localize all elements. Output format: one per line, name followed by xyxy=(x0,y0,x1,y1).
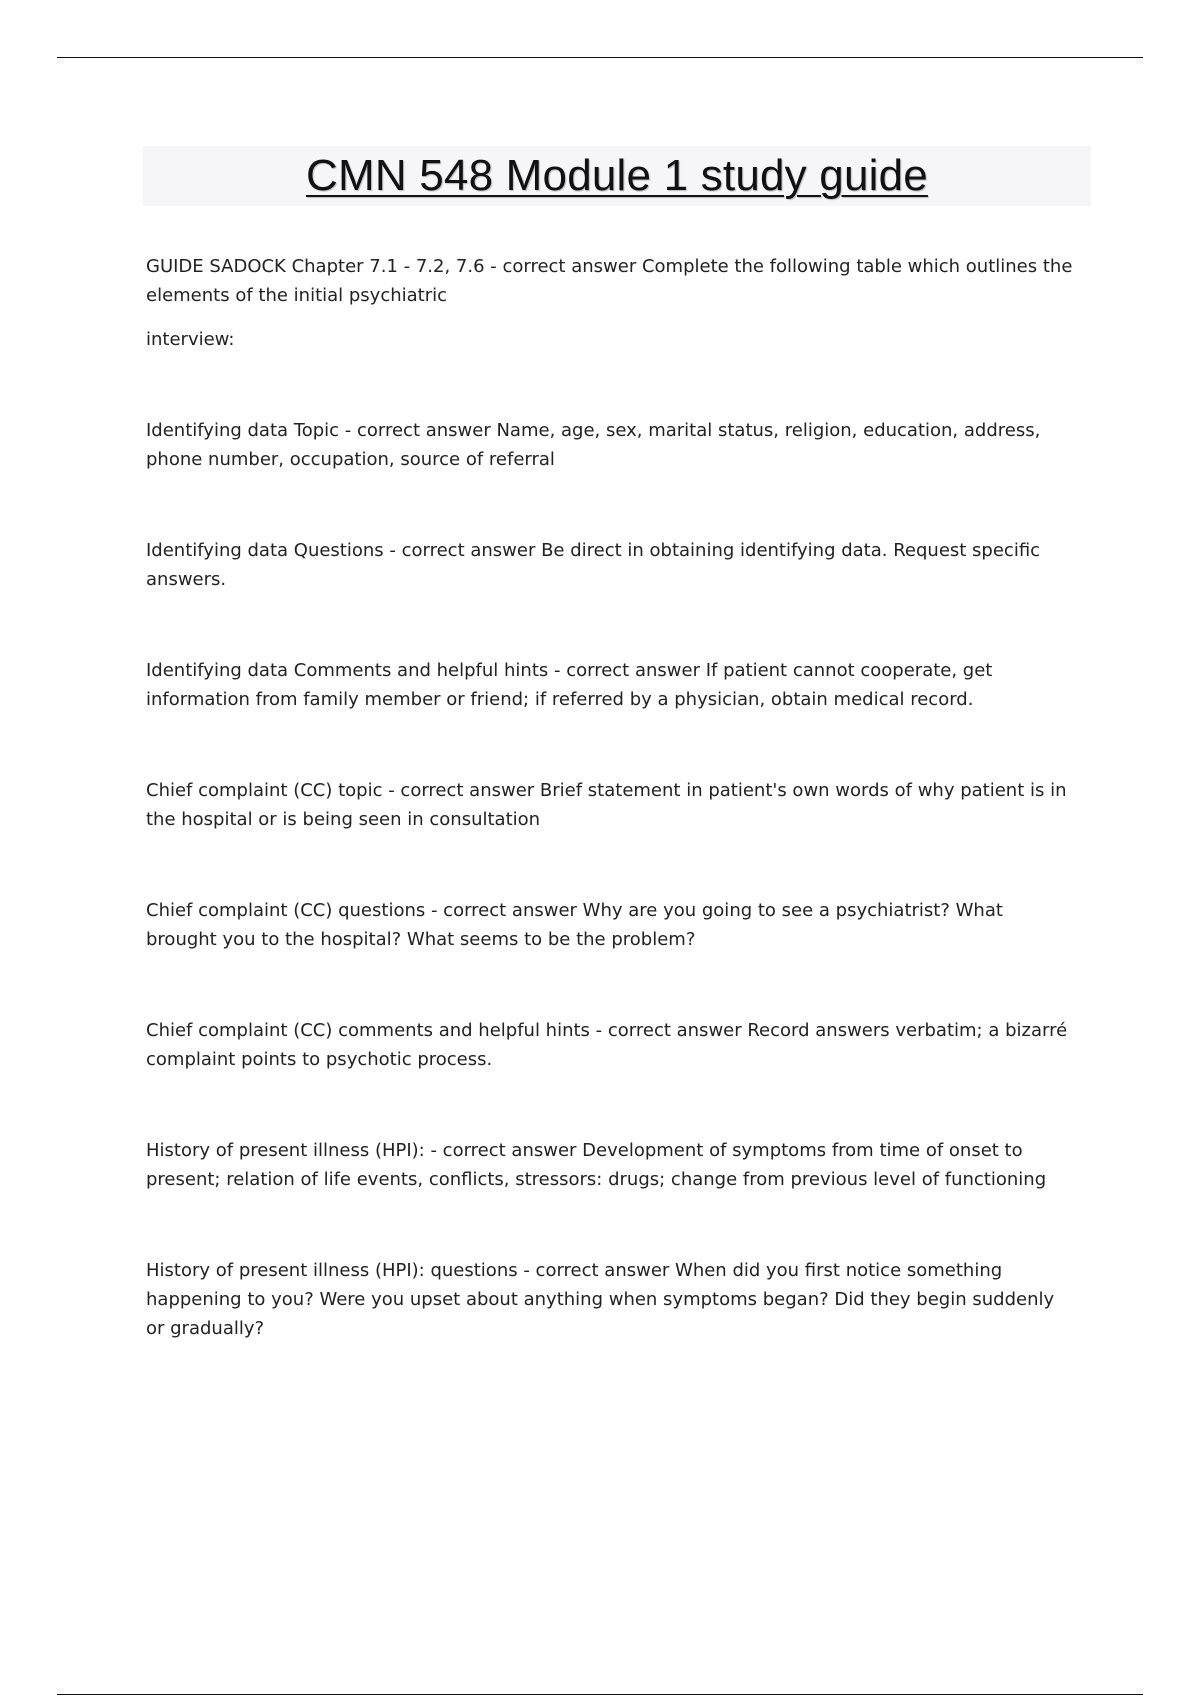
entry-chief-complaint-hints: Chief complaint (CC) comments and helpful hints - correct answer Record answers verbatim; a bizarré complaint points to psychotic process. xyxy=(146,1020,1068,1070)
entry-chief-complaint-topic: Chief complaint (CC) topic - correct answer Brief statement in patient's own words of why patient is in the hospital or is being seen in consultation xyxy=(146,780,1067,830)
entry-identifying-data-questions: Identifying data Questions - correct answer Be direct in obtaining identifying data. Request specific answers. xyxy=(146,540,1041,590)
entry-identifying-data-topic: Identifying data Topic - correct answer Name, age, sex, marital status, religion, education, address, phone number, occupation, source of referral xyxy=(146,420,1041,470)
document-body xyxy=(146,252,1076,1343)
intro-continuation: interview: xyxy=(146,329,235,350)
page-title: CMN 548 Module 1 study guide xyxy=(306,151,928,200)
entry-hpi: History of present illness (HPI): - correct answer Development of symptoms from time of onset to present; relation of life events, conflicts, stressors: drugs; change from previous level of functioning xyxy=(146,1140,1047,1190)
entry-hpi-questions: History of present illness (HPI): questions - correct answer When did you first notice something happening to you? Were you upset about anything when symptoms began? Did they begin suddenly or gradually? xyxy=(146,1260,1055,1339)
top-rule xyxy=(57,57,1143,58)
entry-chief-complaint-questions: Chief complaint (CC) questions - correct answer Why are you going to see a psychiatrist? What brought you to the hospital? What seems to be the problem? xyxy=(146,900,1003,950)
intro-paragraph: GUIDE SADOCK Chapter 7.1 - 7.2, 7.6 - correct answer Complete the following table which outlines the elements of the initial psychiatric xyxy=(146,256,1073,306)
bottom-rule xyxy=(57,1694,1143,1695)
title-band xyxy=(143,146,1091,206)
entry-identifying-data-hints: Identifying data Comments and helpful hints - correct answer If patient cannot cooperate, get information from family member or friend; if referred by a physician, obtain medical record. xyxy=(146,660,993,710)
